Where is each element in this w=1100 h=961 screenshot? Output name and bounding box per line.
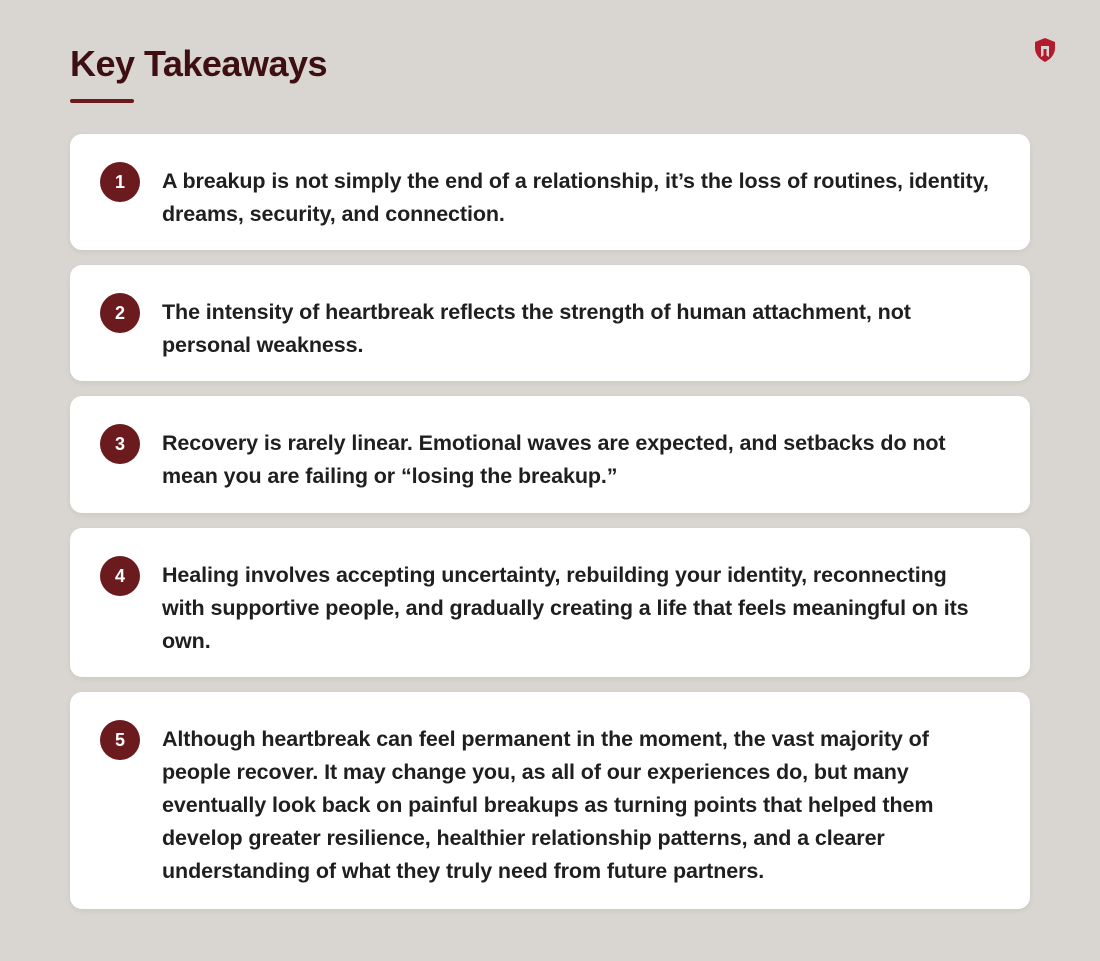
takeaway-text: A breakup is not simply the end of a relationship, it’s the loss of routines, identity, dreams, security, and connection. <box>162 169 989 226</box>
number-badge: 1 <box>100 162 140 202</box>
shield-icon <box>1033 37 1057 63</box>
takeaways-list <box>70 134 1030 924</box>
takeaway-text: The intensity of heartbreak reflects the strength of human attachment, not personal weakness. <box>162 300 911 357</box>
takeaway-card <box>70 692 1030 909</box>
takeaway-card <box>70 134 1030 250</box>
takeaway-card <box>70 528 1030 677</box>
takeaway-text: Although heartbreak can feel permanent in the moment, the vast majority of people recover. It may change you, as all of our experiences do, but many eventually look back on painful breakups as turning points that helped them develop greater resilience, healthier relationship patterns, and a clearer understanding of what they truly need from future partners. <box>162 727 934 883</box>
takeaway-card <box>70 396 1030 513</box>
header <box>70 41 327 103</box>
takeaway-text: Recovery is rarely linear. Emotional waves are expected, and setbacks do not mean you are failing or “losing the breakup.” <box>162 431 946 488</box>
takeaway-card <box>70 265 1030 381</box>
number-badge: 4 <box>100 556 140 596</box>
takeaway-text: Healing involves accepting uncertainty, rebuilding your identity, reconnecting with supportive people, and gradually creating a life that feels meaningful on its own. <box>162 563 969 653</box>
title-underline <box>70 99 134 103</box>
number-badge: 5 <box>100 720 140 760</box>
number-badge: 3 <box>100 424 140 464</box>
page-title: Key Takeaways <box>70 43 328 84</box>
number-badge: 2 <box>100 293 140 333</box>
